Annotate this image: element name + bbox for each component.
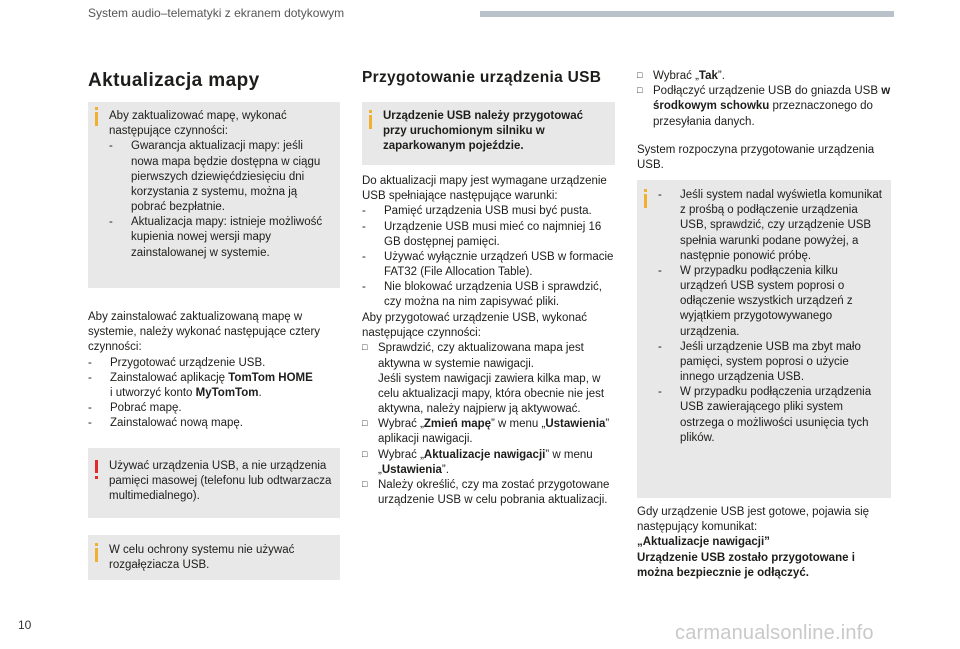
checkbox-icon: □: [362, 448, 368, 459]
list-item: - Nie blokować urządzenia USB i sprawdzić, czy można na nim zapisywać pliki.: [362, 280, 617, 310]
procedure-intro: Aby przygotować urządzenie USB, wykonać następujące czynności:: [362, 312, 587, 340]
final-message: [637, 505, 892, 581]
warning-text: Używać urządzenia USB, a nie urządzenia pamięci masowej (telefonu lub odtwarzacza multimedialnego).: [109, 460, 332, 503]
info-text: Urządzenie USB należy przygotować przy uruchomionym silniku w zaparkowanym pojeździe.: [383, 110, 584, 153]
list-item: - Jeśli system nadal wyświetla komunikat z prośbą o podłączenie urządzenia USB, sprawdzić, czy urządzenie USB spełnia warunki podane powyżej, a następnie ponowić próbę.: [658, 188, 883, 264]
info-icon: [644, 189, 647, 208]
header-bar: [480, 11, 894, 17]
info-icon: [369, 110, 372, 129]
checkbox-icon: □: [362, 418, 368, 429]
section-header-title: System audio–telematyki z ekranem dotykowym: [88, 6, 345, 20]
section-title: Przygotowanie urządzenia USB: [362, 69, 602, 86]
list-item: - Jeśli urządzenie USB ma zbyt mało pamięci, system poprosi o użycie innego urządzenia USB.: [658, 340, 883, 386]
install-steps: [88, 310, 343, 431]
list-item: - Przygotować urządzenie USB.: [88, 356, 343, 371]
steps-intro: Aby zainstalować zaktualizowaną mapę w systemie, należy wykonać następujące cztery czynności:: [88, 311, 321, 354]
list-item: □ Wybrać „Tak”.: [637, 70, 725, 82]
list-item: - Zainstalować aplikację TomTom HOME i utworzyć konto MyTomTom.: [88, 371, 343, 401]
list-item: - Aktualizacja mapy: istnieje możliwość kupienia nowej wersji mapy zainstalowanej w systemie.: [109, 215, 332, 261]
watermark: carmanualsonline.info: [675, 622, 874, 644]
info-icon: [95, 107, 98, 126]
info-intro: Aby zaktualizować mapę, wykonać następujące czynności:: [109, 110, 287, 138]
checkbox-icon: □: [637, 85, 643, 96]
info-box-hub: [88, 535, 340, 580]
page-title: Aktualizacja mapy: [88, 70, 260, 91]
usb-requirements: [362, 174, 617, 311]
info-box-prepare: [362, 102, 615, 165]
list-item: - Gwarancja aktualizacji mapy: jeśli nowa mapa będzie dostępna w ciągu pierwszych dziewięćdziesięciu dni korzystania z systemu, można ją pobrać bezpłatnie.: [109, 139, 332, 215]
checkbox-icon: □: [362, 478, 368, 489]
final-message-2: Urządzenie USB zostało przygotowane i można bezpiecznie je odłączyć.: [637, 551, 855, 579]
warning-box: [88, 448, 340, 518]
info-text: W celu ochrony systemu nie używać rozgałęziacza USB.: [109, 544, 295, 572]
list-item: - Używać wyłącznie urządzeń USB w formacie FAT32 (File Allocation Table).: [362, 250, 617, 280]
usb-procedure: [362, 311, 617, 508]
list-item: - Pobrać mapę.: [88, 401, 343, 416]
list-item: - Urządzenie USB musi mieć co najmniej 16 GB dostępnej pamięci.: [362, 220, 617, 250]
page-number: 10: [18, 618, 32, 632]
requirements-intro: Do aktualizacji mapy jest wymagane urządzenie USB spełniające następujące warunki:: [362, 175, 607, 203]
final-intro: Gdy urządzenie USB jest gotowe, pojawia się następujący komunikat:: [637, 506, 870, 534]
list-item: □ Wybrać „Aktualizacje nawigacji” w menu „Ustawienia”.: [362, 448, 593, 476]
status-paragraph: System rozpoczyna przygotowanie urządzenia USB.: [637, 143, 875, 171]
list-item: - Zainstalować nową mapę.: [88, 416, 343, 431]
list-item: - W przypadku podłączenia kilku urządzeń USB system poprosi o odłączenie wszystkich urządzeń z wyjątkiem przygotowywanego urządzenia.: [658, 264, 883, 340]
warning-icon: [95, 460, 98, 479]
info-box-update: [88, 102, 340, 288]
list-item: - W przypadku podłączenia urządzenia USB zawierającego pliki system ostrzega o możliwości usunięcia tych plików.: [658, 385, 883, 446]
list-item: □ Podłączyć urządzenie USB do gniazda USB w środkowym schowku przeznaczonego do przesyłania danych.: [637, 85, 891, 128]
checkbox-icon: □: [362, 342, 368, 353]
usb-connect-steps: [637, 69, 892, 173]
list-item: □ Należy określić, czy ma zostać przygotowane urządzenie USB w celu pobrania aktualizacji.: [362, 478, 610, 507]
checkbox-icon: □: [637, 70, 643, 80]
final-message-1: „Aktualizacje nawigacji”: [637, 536, 770, 549]
list-item: - Pamięć urządzenia USB musi być pusta.: [362, 204, 617, 219]
info-icon: [95, 543, 98, 562]
list-item: □ Sprawdzić, czy aktualizowana mapa jest aktywna w systemie nawigacji. Jeśli system nawigacji zawiera kilka map, w celu aktualizacji mapy, która obecnie nie jest aktywna, należy najpierw ją aktywować.: [362, 342, 605, 416]
list-item: □ Wybrać „Zmień mapę” w menu „Ustawienia” aplikacji nawigacji.: [362, 418, 610, 446]
info-box-troubleshoot: [637, 180, 891, 498]
